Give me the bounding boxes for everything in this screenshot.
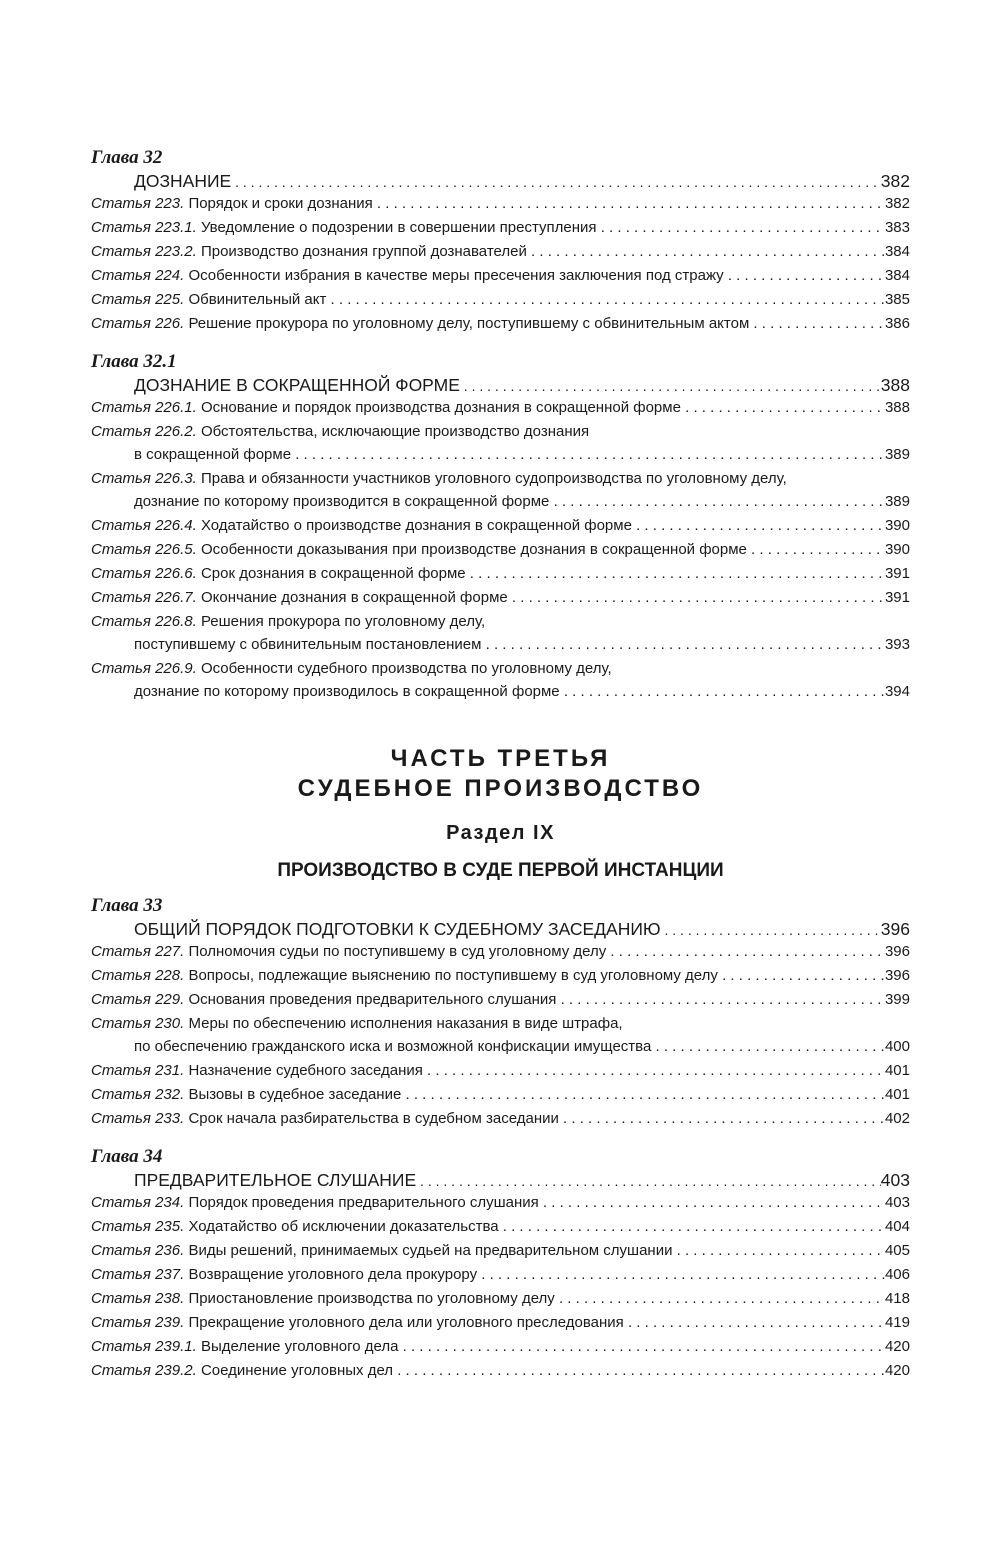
article-number: Статья 226.3. bbox=[91, 470, 197, 487]
toc-entry-line bbox=[91, 586, 910, 610]
toc-entry-text bbox=[91, 1083, 885, 1107]
toc-entry[interactable] bbox=[91, 312, 910, 336]
article-title: Назначение судебного заседания bbox=[188, 1062, 423, 1079]
toc-entry[interactable] bbox=[91, 420, 910, 467]
toc-entry[interactable] bbox=[91, 192, 910, 216]
page-number: 382 bbox=[880, 171, 910, 191]
chapter-title-text: ПРЕДВАРИТЕЛЬНОЕ СЛУШАНИЕ bbox=[134, 1170, 417, 1190]
toc-entry[interactable] bbox=[91, 1263, 910, 1287]
page-number: 420 bbox=[884, 1362, 910, 1379]
article-title: Вопросы, подлежащие выяснению по поступившему в суд уголовному делу bbox=[188, 967, 718, 984]
toc-entry-text bbox=[91, 1059, 885, 1083]
toc-entry[interactable] bbox=[91, 288, 910, 312]
chapter-label: Глава 34 bbox=[91, 1146, 163, 1167]
toc-entry[interactable] bbox=[91, 1191, 910, 1215]
toc-entry[interactable] bbox=[91, 1311, 910, 1335]
toc-entry-line bbox=[91, 988, 910, 1012]
toc-entry[interactable] bbox=[91, 538, 910, 562]
chapter-spacer bbox=[91, 1131, 910, 1145]
toc-entry[interactable] bbox=[91, 240, 910, 264]
chapter-title-row[interactable] bbox=[91, 374, 910, 396]
article-title: Приостановление производства по уголовному делу bbox=[188, 1290, 555, 1307]
page-number: 385 bbox=[884, 291, 910, 308]
toc-entry[interactable] bbox=[91, 988, 910, 1012]
page-number: 388 bbox=[880, 375, 910, 395]
toc-entry-line bbox=[91, 1239, 910, 1263]
chapter-title bbox=[134, 918, 881, 941]
article-number: Статья 225. bbox=[91, 291, 185, 308]
article-number: Статья 226. bbox=[91, 315, 185, 332]
toc-entry[interactable] bbox=[91, 467, 910, 514]
toc-entry-line bbox=[91, 1083, 910, 1107]
page-number: 389 bbox=[884, 446, 910, 463]
toc-entry-text bbox=[91, 264, 885, 288]
page-number: 386 bbox=[884, 315, 910, 332]
article-title: Ходатайство об исключении доказательства bbox=[188, 1218, 499, 1235]
article-title: Особенности избрания в качестве меры пресечения заключения под стражу bbox=[188, 267, 724, 284]
article-title: Выделение уголовного дела bbox=[200, 1338, 399, 1355]
page-number: 405 bbox=[884, 1242, 910, 1259]
toc-entry[interactable] bbox=[91, 1107, 910, 1131]
chapter-title-row[interactable] bbox=[91, 170, 910, 192]
toc-entry-text bbox=[91, 1287, 885, 1311]
section-title: ПРОИЗВОДСТВО В СУДЕ ПЕРВОЙ ИНСТАНЦИИ bbox=[277, 860, 724, 881]
toc-entry-line bbox=[91, 657, 910, 680]
toc-entry[interactable] bbox=[91, 940, 910, 964]
article-title: поступившему с обвинительным постановлением bbox=[134, 636, 482, 653]
article-title: Основания проведения предварительного слушания bbox=[188, 991, 557, 1008]
article-title: по обеспечению гражданского иска и возможной конфискации имущества bbox=[134, 1038, 652, 1055]
page-number: 390 bbox=[884, 541, 910, 558]
chapter-title bbox=[134, 170, 881, 193]
toc-entry-line bbox=[91, 940, 910, 964]
toc-entry-line bbox=[91, 1191, 910, 1215]
toc-entry-text bbox=[91, 964, 885, 988]
article-title: Срок дознания в сокращенной форме bbox=[200, 565, 466, 582]
toc-entry[interactable] bbox=[91, 1083, 910, 1107]
article-title: Решение прокурора по уголовному делу, поступившему с обвинительным актом bbox=[188, 315, 750, 332]
article-title: Ходатайство о производстве дознания в сокращенной форме bbox=[200, 517, 632, 534]
page-number: 394 bbox=[884, 683, 910, 700]
toc-entry-text bbox=[91, 312, 885, 336]
article-title: Окончание дознания в сокращенной форме bbox=[200, 589, 508, 606]
page-number: 388 bbox=[884, 399, 910, 416]
toc-entry-text bbox=[91, 538, 885, 562]
article-number: Статья 226.5. bbox=[91, 541, 197, 558]
article-number: Статья 232. bbox=[91, 1086, 185, 1103]
toc-entry-line bbox=[91, 1215, 910, 1239]
toc-entry-text bbox=[91, 1311, 885, 1335]
article-title: Уведомление о подозрении в совершении преступления bbox=[200, 219, 597, 236]
part-heading bbox=[91, 704, 910, 894]
page-number: 404 bbox=[884, 1218, 910, 1235]
article-title: Права и обязанности участников уголовного судопроизводства по уголовному делу, bbox=[200, 470, 787, 487]
toc-entry[interactable] bbox=[91, 586, 910, 610]
page-number: 383 bbox=[884, 219, 910, 236]
toc-entry-text bbox=[91, 1215, 885, 1239]
toc-entry[interactable] bbox=[91, 396, 910, 420]
article-title: Обвинительный акт bbox=[188, 291, 327, 308]
toc-entry-line bbox=[91, 490, 910, 514]
page-number: 402 bbox=[884, 1110, 910, 1127]
toc-entry-line bbox=[91, 680, 910, 704]
toc-entry-text bbox=[91, 940, 885, 964]
toc-entry-text bbox=[134, 680, 885, 704]
article-number: Статья 235. bbox=[91, 1218, 185, 1235]
toc-entry-line bbox=[91, 1359, 910, 1383]
article-title: Основание и порядок производства дознания в сокращенной форме bbox=[200, 399, 681, 416]
article-title: Особенности доказывания при производстве дознания в сокращенной форме bbox=[200, 541, 747, 558]
toc-entry-text bbox=[91, 216, 885, 240]
chapter-title bbox=[134, 1169, 881, 1192]
toc-entry-line bbox=[91, 216, 910, 240]
toc-entry[interactable] bbox=[91, 1239, 910, 1263]
toc-entry-text bbox=[134, 443, 885, 467]
toc-entry-text bbox=[91, 1191, 885, 1215]
article-number: Статья 226.2. bbox=[91, 423, 197, 440]
article-title: Полномочия судьи по поступившему в суд уголовному делу bbox=[188, 943, 607, 960]
article-number: Статья 226.9. bbox=[91, 660, 197, 677]
toc-entry-text bbox=[134, 633, 885, 657]
article-title: Прекращение уголовного дела или уголовного преследования bbox=[188, 1314, 624, 1331]
page-number: 396 bbox=[884, 943, 910, 960]
article-title: дознание по которому производится в сокращенной форме bbox=[134, 493, 550, 510]
toc-entry-line bbox=[91, 288, 910, 312]
page-number: 391 bbox=[884, 589, 910, 606]
article-number: Статья 223.1. bbox=[91, 219, 197, 236]
toc-entry-text bbox=[91, 240, 885, 264]
article-title: Решения прокурора по уголовному делу, bbox=[200, 613, 486, 630]
page-number: 390 bbox=[884, 517, 910, 534]
toc-entry-line bbox=[91, 610, 910, 633]
page-number: 384 bbox=[884, 267, 910, 284]
chapter-title-text: ОБЩИЙ ПОРЯДОК ПОДГОТОВКИ К СУДЕБНОМУ ЗАСЕДАНИЮ bbox=[134, 919, 661, 939]
article-number: Статья 226.4. bbox=[91, 517, 197, 534]
section-label: Раздел IX bbox=[446, 822, 555, 844]
toc-entry[interactable] bbox=[91, 1335, 910, 1359]
article-number: Статья 226.6. bbox=[91, 565, 197, 582]
toc-entry-text bbox=[91, 1335, 885, 1359]
toc-entry-line bbox=[91, 264, 910, 288]
toc-bottom-section bbox=[91, 894, 910, 1383]
toc-entry-text bbox=[91, 1263, 885, 1287]
toc-entry-text bbox=[91, 988, 885, 1012]
part-number: ЧАСТЬ ТРЕТЬЯ bbox=[390, 745, 611, 772]
toc-entry-text bbox=[91, 1359, 885, 1383]
article-number: Статья 234. bbox=[91, 1194, 185, 1211]
page-number: 401 bbox=[884, 1086, 910, 1103]
article-number: Статья 226.1. bbox=[91, 399, 197, 416]
toc-entry[interactable] bbox=[91, 216, 910, 240]
toc-entry-line bbox=[91, 467, 910, 490]
page-number: 400 bbox=[884, 1038, 910, 1055]
toc-entry-line bbox=[91, 538, 910, 562]
toc-entry-text bbox=[134, 1035, 885, 1059]
article-number: Статья 226.7. bbox=[91, 589, 197, 606]
chapter-title-text: ДОЗНАНИЕ bbox=[134, 171, 232, 191]
page-number: 393 bbox=[884, 636, 910, 653]
toc-entry-text bbox=[91, 586, 885, 610]
article-number: Статья 237. bbox=[91, 1266, 185, 1283]
toc-entry-line bbox=[91, 420, 910, 443]
article-title: Возвращение уголовного дела прокурору bbox=[188, 1266, 478, 1283]
toc-entry[interactable] bbox=[91, 562, 910, 586]
article-title: Обстоятельства, исключающие производство дознания bbox=[200, 423, 590, 440]
toc-entry-text bbox=[91, 1107, 885, 1131]
article-number: Статья 227. bbox=[91, 943, 185, 960]
toc-entry-line bbox=[91, 964, 910, 988]
article-title: Особенности судебного производства по уголовному делу, bbox=[200, 660, 612, 677]
page-number: 401 bbox=[884, 1062, 910, 1079]
article-number: Статья 239.1. bbox=[91, 1338, 197, 1355]
chapter-title-text: ДОЗНАНИЕ В СОКРАЩЕННОЙ ФОРМЕ bbox=[134, 375, 460, 395]
article-title: Порядок и сроки дознания bbox=[188, 195, 373, 212]
article-number: Статья 226.8. bbox=[91, 613, 197, 630]
toc-entry-text bbox=[91, 192, 885, 216]
toc-entry-line bbox=[91, 1335, 910, 1359]
toc-entry[interactable] bbox=[91, 1215, 910, 1239]
toc-entry-line bbox=[91, 1311, 910, 1335]
toc-entry-line bbox=[91, 443, 910, 467]
page-number: 396 bbox=[884, 967, 910, 984]
page-number: 391 bbox=[884, 565, 910, 582]
article-title: Производство дознания группой дознавателей bbox=[200, 243, 527, 260]
toc-entry-line bbox=[91, 633, 910, 657]
chapter-label: Глава 32.1 bbox=[91, 351, 177, 372]
toc-entry-line bbox=[91, 1012, 910, 1035]
toc-entry[interactable] bbox=[91, 264, 910, 288]
chapter-title bbox=[134, 374, 881, 397]
article-title: Срок начала разбирательства в судебном заседании bbox=[188, 1110, 559, 1127]
toc-entry-line bbox=[91, 1107, 910, 1131]
page-number: 403 bbox=[880, 1170, 910, 1190]
toc-entry[interactable] bbox=[91, 657, 910, 704]
article-title: Порядок проведения предварительного слушания bbox=[188, 1194, 539, 1211]
article-number: Статья 230. bbox=[91, 1015, 185, 1032]
toc-entry[interactable] bbox=[91, 1012, 910, 1059]
article-title: Вызовы в судебное заседание bbox=[188, 1086, 402, 1103]
chapter-label: Глава 33 bbox=[91, 895, 163, 916]
page-number: 406 bbox=[884, 1266, 910, 1283]
article-title: дознание по которому производилось в сокращенной форме bbox=[134, 683, 560, 700]
toc-entry-text bbox=[91, 562, 885, 586]
toc-entry-line bbox=[91, 514, 910, 538]
page-number: 419 bbox=[884, 1314, 910, 1331]
toc-entry[interactable] bbox=[91, 514, 910, 538]
toc-entry[interactable] bbox=[91, 1359, 910, 1383]
article-number: Статья 223. bbox=[91, 195, 185, 212]
chapter-title-row[interactable] bbox=[91, 918, 910, 940]
toc-entry-line bbox=[91, 192, 910, 216]
toc-entry-line bbox=[91, 240, 910, 264]
toc-entry-line bbox=[91, 312, 910, 336]
article-number: Статья 228. bbox=[91, 967, 185, 984]
page-number: 420 bbox=[884, 1338, 910, 1355]
page-number: 396 bbox=[880, 919, 910, 939]
toc-entry-text bbox=[91, 288, 885, 312]
page-number: 399 bbox=[884, 991, 910, 1008]
article-number: Статья 224. bbox=[91, 267, 185, 284]
article-number: Статья 238. bbox=[91, 1290, 185, 1307]
toc-entry-line bbox=[91, 1287, 910, 1311]
toc-entry[interactable] bbox=[91, 1287, 910, 1311]
toc-top-section bbox=[91, 146, 910, 704]
article-title: в сокращенной форме bbox=[134, 446, 292, 463]
article-number: Статья 233. bbox=[91, 1110, 185, 1127]
toc-entry-line bbox=[91, 1035, 910, 1059]
article-number: Статья 231. bbox=[91, 1062, 185, 1079]
chapter-label: Глава 32 bbox=[91, 147, 163, 168]
toc-entry-line bbox=[91, 396, 910, 420]
article-number: Статья 239.2. bbox=[91, 1362, 197, 1379]
toc-entry[interactable] bbox=[91, 964, 910, 988]
article-number: Статья 239. bbox=[91, 1314, 185, 1331]
chapter-title-row[interactable] bbox=[91, 1169, 910, 1191]
toc-entry-text bbox=[91, 514, 885, 538]
part-title: СУДЕБНОЕ ПРОИЗВОДСТВО bbox=[297, 775, 704, 802]
article-title: Меры по обеспечению исполнения наказания в виде штрафа, bbox=[188, 1015, 623, 1032]
toc-entry-line bbox=[91, 1059, 910, 1083]
page-number: 384 bbox=[884, 243, 910, 260]
page-number: 389 bbox=[884, 493, 910, 510]
table-of-contents bbox=[91, 146, 910, 1383]
article-number: Статья 229. bbox=[91, 991, 185, 1008]
article-number: Статья 236. bbox=[91, 1242, 185, 1259]
toc-entry-text bbox=[134, 490, 885, 514]
toc-entry[interactable] bbox=[91, 1059, 910, 1083]
page-number: 418 bbox=[884, 1290, 910, 1307]
toc-entry[interactable] bbox=[91, 610, 910, 657]
toc-entry-line bbox=[91, 1263, 910, 1287]
article-number: Статья 223.2. bbox=[91, 243, 197, 260]
toc-entry-line bbox=[91, 562, 910, 586]
chapter-spacer bbox=[91, 336, 910, 350]
article-title: Виды решений, принимаемых судьей на предварительном слушании bbox=[188, 1242, 673, 1259]
article-title: Соединение уголовных дел bbox=[200, 1362, 394, 1379]
page-number: 382 bbox=[884, 195, 910, 212]
toc-entry-text bbox=[91, 1239, 885, 1263]
toc-entry-text bbox=[91, 396, 885, 420]
page-number: 403 bbox=[884, 1194, 910, 1211]
